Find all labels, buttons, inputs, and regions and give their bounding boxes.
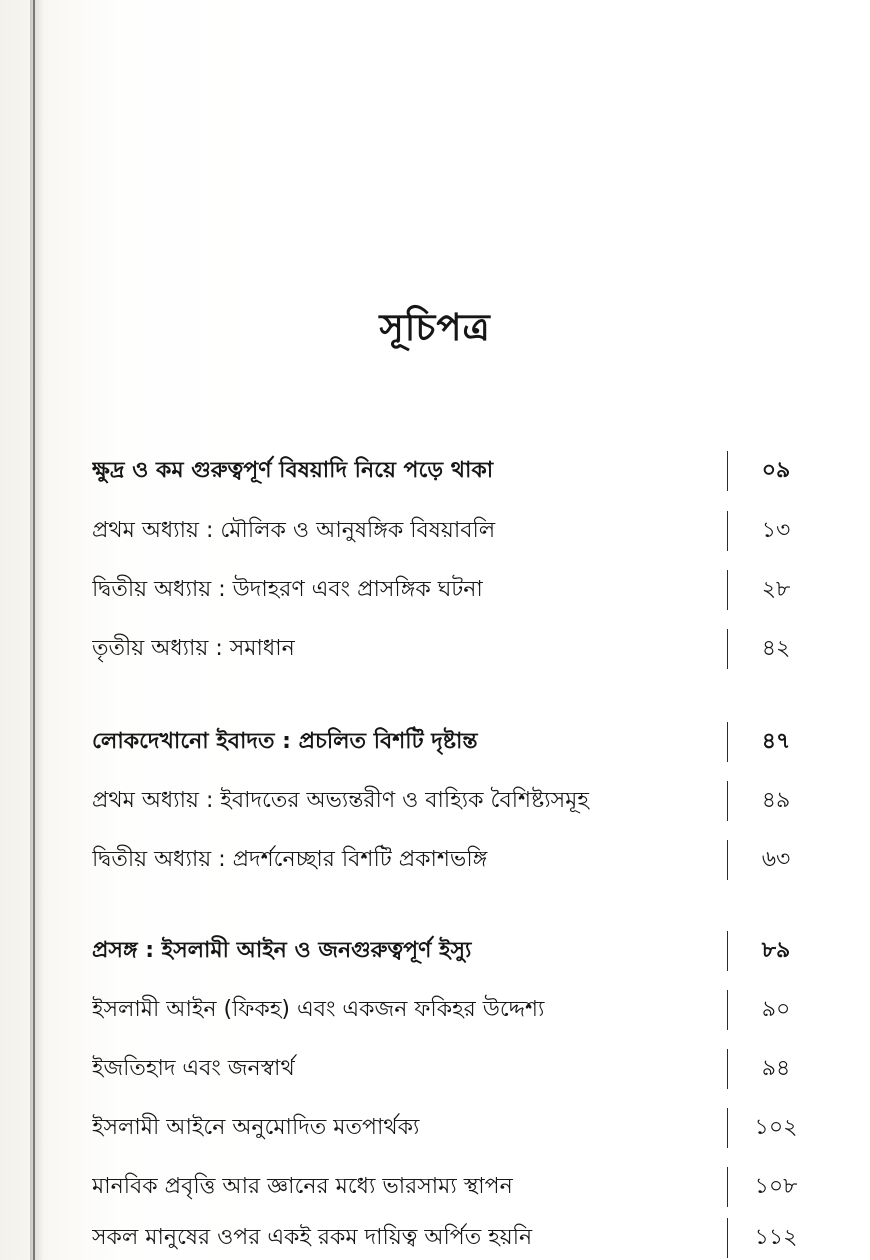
toc-entry-title: ইসলামী আইনে অনুমোদিত মতপার্থক্য bbox=[92, 1115, 420, 1140]
toc-entry-title: তৃতীয় অধ্যায় : সমাধান bbox=[92, 636, 295, 661]
toc-entry-title: প্রথম অধ্যায় : মৌলিক ও আনুষঙ্গিক বিষয়াবলি bbox=[92, 518, 496, 543]
toc-page-number: ১১২ bbox=[754, 1225, 798, 1250]
column-divider bbox=[727, 1049, 728, 1089]
toc-entry bbox=[92, 1216, 812, 1260]
column-divider bbox=[727, 451, 728, 491]
toc-page-number: ০৯ bbox=[761, 458, 791, 483]
toc-section-heading bbox=[92, 929, 812, 973]
toc-entry bbox=[92, 779, 812, 823]
toc-entry bbox=[92, 509, 812, 553]
toc-page-number: ৪৭ bbox=[761, 729, 791, 754]
column-divider bbox=[727, 1167, 728, 1207]
toc-entry bbox=[92, 838, 812, 882]
toc-entry-title: লোকদেখানো ইবাদত : প্রচলিত বিশটি দৃষ্টান্ত bbox=[92, 729, 478, 754]
page-title: সূচিপত্র bbox=[379, 306, 491, 349]
toc-entry-title: মানবিক প্রবৃত্তি আর জ্ঞানের মধ্যে ভারসাম্য স্থাপন bbox=[92, 1174, 513, 1199]
toc-entry-title: ইসলামী আইন (ফিকহ) এবং একজন ফকিহর উদ্দেশ্য bbox=[92, 997, 545, 1022]
column-divider bbox=[727, 1108, 728, 1148]
column-divider bbox=[727, 931, 728, 971]
toc-entry bbox=[92, 1165, 812, 1209]
toc-section-heading bbox=[92, 449, 812, 493]
toc-entry bbox=[92, 1047, 812, 1091]
toc-page-number: ১৩ bbox=[761, 518, 791, 543]
toc-entry-title: দ্বিতীয় অধ্যায় : প্রদর্শনেচ্ছার বিশটি প্রকাশভঙ্গি bbox=[92, 847, 488, 872]
column-divider bbox=[727, 570, 728, 610]
toc-entry bbox=[92, 568, 812, 612]
toc-page-number: ৯০ bbox=[761, 997, 791, 1022]
column-divider bbox=[727, 511, 728, 551]
toc-entry-title: ইজতিহাদ এবং জনস্বার্থ bbox=[92, 1056, 295, 1081]
toc-page-number: ৪২ bbox=[761, 636, 791, 661]
column-divider bbox=[727, 990, 728, 1030]
toc-entry bbox=[92, 1106, 812, 1150]
column-divider bbox=[727, 1218, 728, 1258]
column-divider bbox=[727, 629, 728, 669]
toc-entry-title: সকল মানুষের ওপর একই রকম দায়িত্ব অর্পিত হয়নি bbox=[92, 1225, 533, 1250]
toc-entry bbox=[92, 627, 812, 671]
toc-page-number: ৬৩ bbox=[761, 847, 791, 872]
column-divider bbox=[727, 722, 728, 762]
toc-section-heading bbox=[92, 720, 812, 764]
toc-entry-title: ক্ষুদ্র ও কম গুরুত্বপূর্ণ বিষয়াদি নিয়ে পড়ে থাকা bbox=[92, 458, 494, 483]
column-divider bbox=[727, 840, 728, 880]
toc-entry-title: প্রথম অধ্যায় : ইবাদতের অভ্যন্তরীণ ও বাহ্যিক বৈশিষ্ট্যসমূহ bbox=[92, 788, 589, 813]
toc-page-number: ২৮ bbox=[761, 577, 791, 602]
toc-page-number: ১০৮ bbox=[754, 1174, 798, 1199]
toc-entry-title: দ্বিতীয় অধ্যায় : উদাহরণ এবং প্রাসঙ্গিক ঘটনা bbox=[92, 577, 483, 602]
toc-entry-title: প্রসঙ্গ : ইসলামী আইন ও জনগুরুত্বপূর্ণ ইস্যু bbox=[92, 938, 472, 963]
column-divider bbox=[727, 781, 728, 821]
toc-page-number: ৮৯ bbox=[761, 938, 791, 963]
toc-page-number: ৯৪ bbox=[761, 1056, 791, 1081]
toc-page-number: ৪৯ bbox=[761, 788, 791, 813]
toc-page-number: ১০২ bbox=[754, 1115, 798, 1140]
toc-entry bbox=[92, 988, 812, 1032]
